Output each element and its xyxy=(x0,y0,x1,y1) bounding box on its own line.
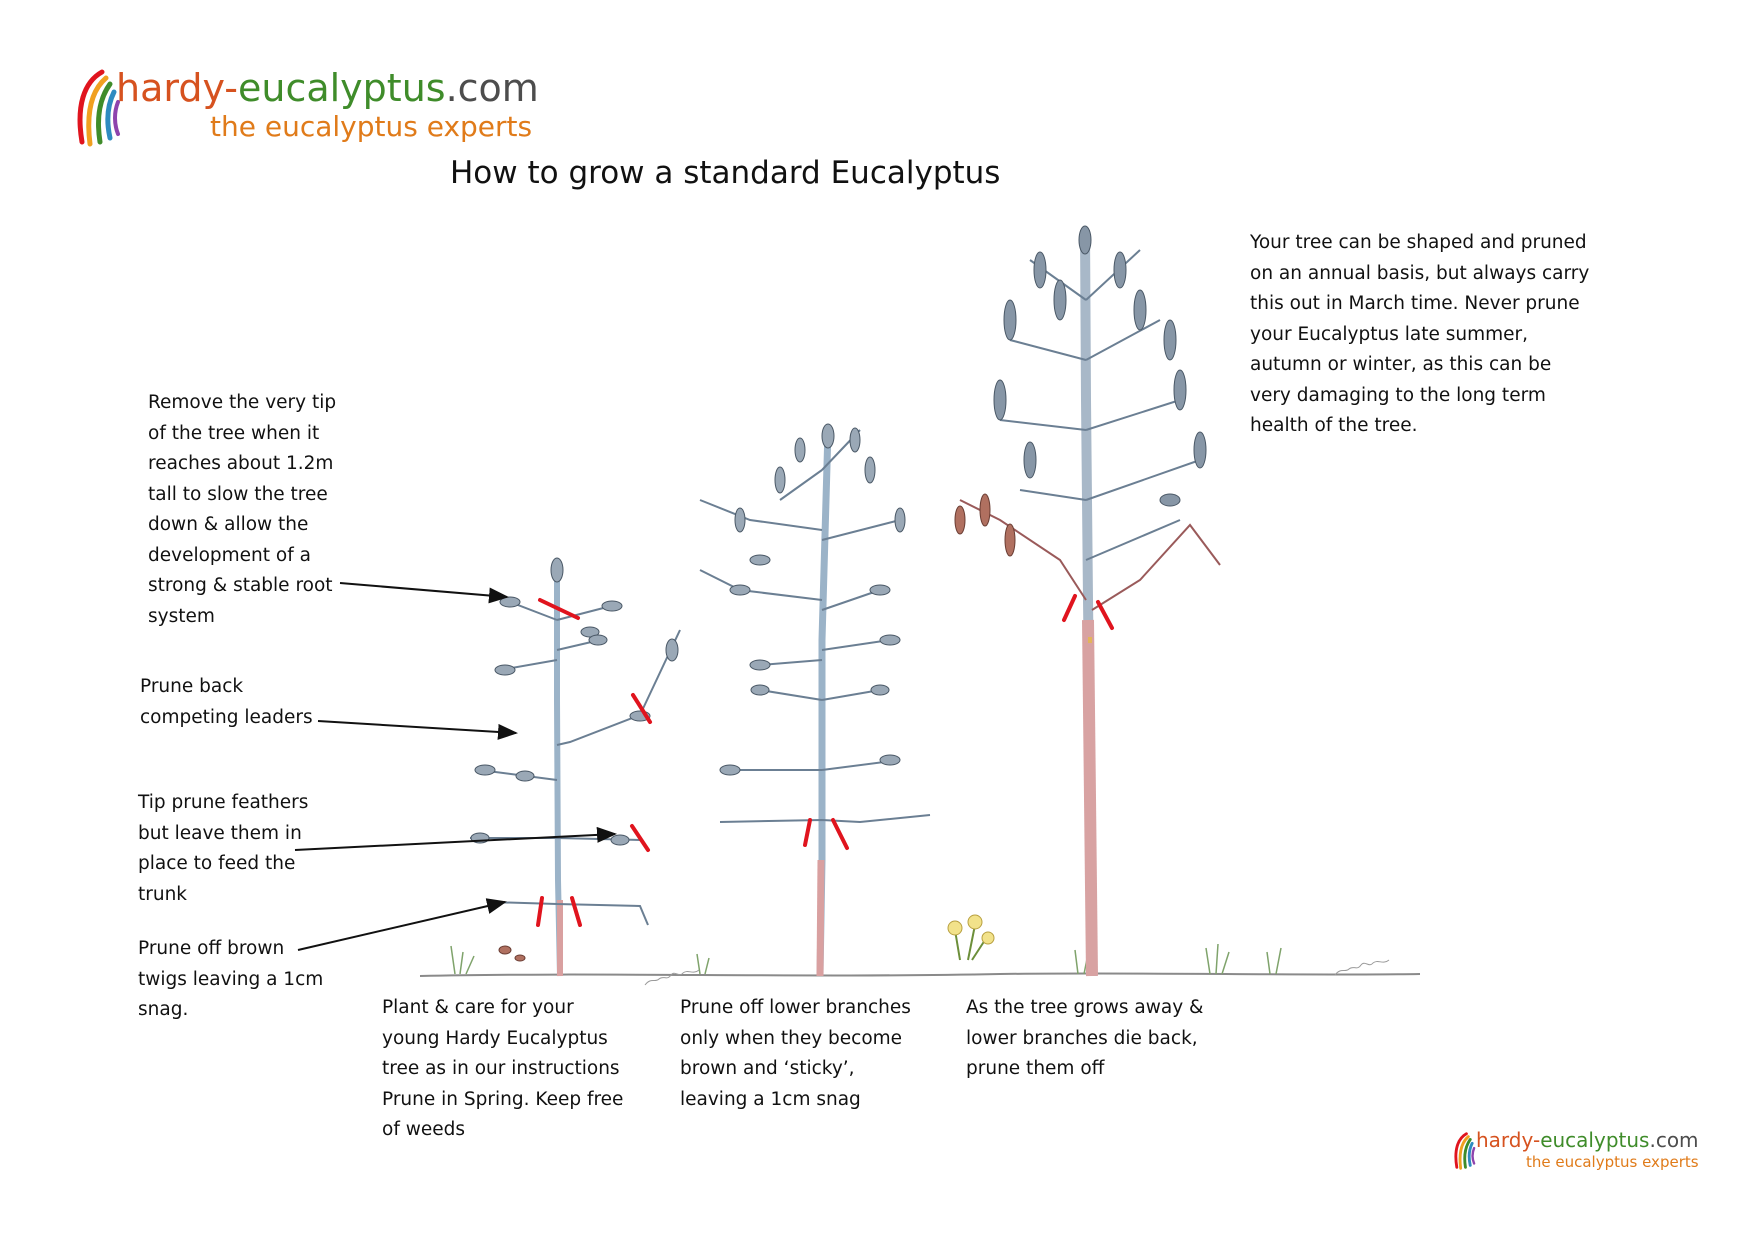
logo-brand-part2: eucalyptus xyxy=(237,66,446,110)
annotation-brown-twigs: Prune off brown twigs leaving a 1cm snag. xyxy=(138,938,324,1020)
eucalyptus-leaf-logo-icon xyxy=(1452,1130,1476,1172)
logo-footer-brand-name xyxy=(1476,1128,1699,1152)
logo-brand-part3: .com xyxy=(445,66,539,110)
annotation-annual-pruning: Your tree can be shaped and pruned on an annual basis, but always carry this out in March time. Never prune your Eucalyptus late summer, autumn or winter, as this can be very damaging to the long term health of the tree. xyxy=(1250,232,1590,436)
page-title: How to grow a standard Eucalyptus xyxy=(450,155,1001,191)
logo-footer-brand-part3: .com xyxy=(1649,1128,1699,1152)
logo-brand-part1: hardy- xyxy=(116,66,238,110)
caption-stage-3: As the tree grows away & lower branches die back, prune them off xyxy=(966,997,1204,1079)
logo-footer-brand-part1: hardy- xyxy=(1476,1128,1541,1152)
annotation-remove-tip: Remove the very tip of the tree when it reaches about 1.2m tall to slow the tree down & allow the development of a strong & stable root system xyxy=(148,392,337,627)
tree-stage-3 xyxy=(955,226,1220,976)
logo-footer-tagline: the eucalyptus experts xyxy=(1526,1153,1699,1171)
caption-stage-2: Prune off lower branches only when they become brown and ‘sticky’, leaving a 1cm snag xyxy=(680,997,911,1110)
caption-stage-1: Plant & care for your young Hardy Eucalyptus tree as in our instructions Prune in Spring. Keep free of weeds xyxy=(382,997,624,1140)
grass-tufts xyxy=(451,944,1281,974)
tree-stage-2 xyxy=(700,424,930,976)
annotation-competing-leaders: Prune back competing leaders xyxy=(140,676,313,728)
logo-footer-brand-part2: eucalyptus xyxy=(1540,1128,1650,1152)
annotation-tip-prune-feathers: Tip prune feathers but leave them in place to feed the trunk xyxy=(138,792,309,905)
logo-tagline: the eucalyptus experts xyxy=(210,110,533,143)
logo-footer[interactable] xyxy=(1452,1128,1712,1176)
daffodil-flowers xyxy=(948,915,994,960)
annotation-arrows xyxy=(295,583,615,950)
